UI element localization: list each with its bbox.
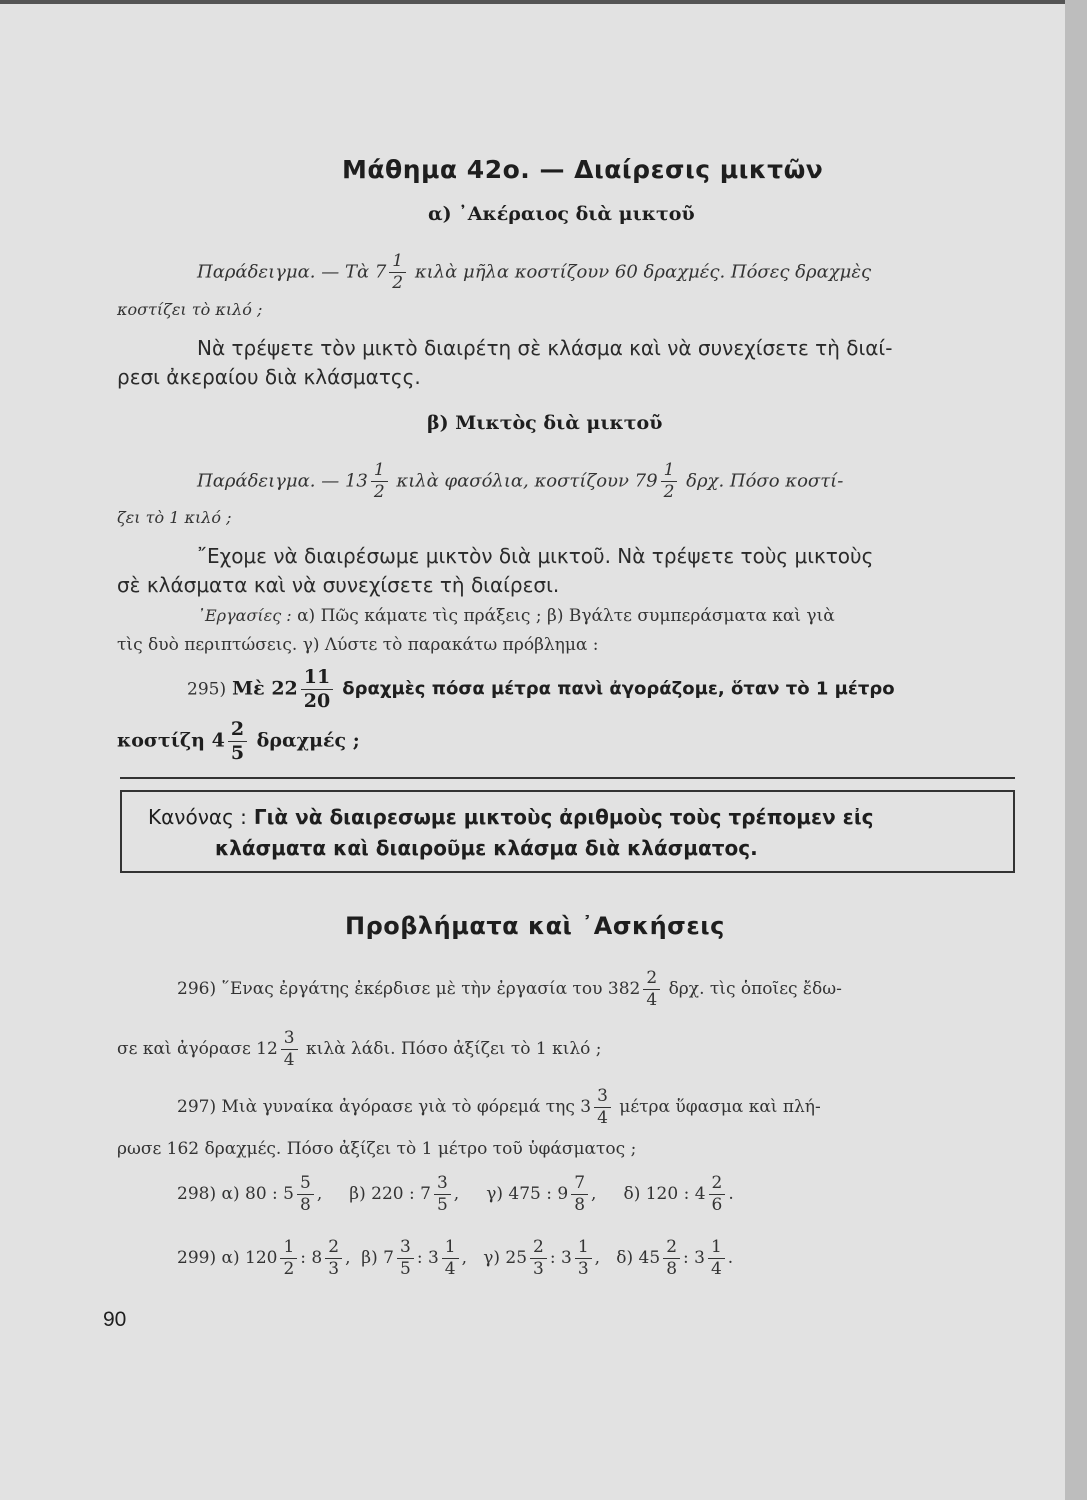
rule-box bbox=[120, 790, 1015, 873]
tasks-text: α) Πῶς κάματε τὶς πράξεις ; β) Βγάλτε συμπεράσματα καὶ γιὰ bbox=[297, 606, 835, 626]
problem-number: 298) bbox=[177, 1184, 217, 1204]
fraction: $\frac{7}{8}$ bbox=[571, 1175, 588, 1214]
section-a-heading: α) ᾿Ακέραιος διὰ μικτοῦ bbox=[428, 203, 695, 225]
problem-text: ῞Ενας ἐργάτης ἐκέρδισε μὲ τὴν ἐργασία του 382 bbox=[221, 979, 641, 999]
tasks-line-cont: τὶς δυὸ περιπτώσεις. γ) Λύστε τὸ παρακάτω πρόβλημα : bbox=[117, 635, 599, 655]
exercise-a: α) 80 : 5 bbox=[221, 1184, 294, 1204]
exercise-b: β) 7 bbox=[361, 1248, 394, 1268]
problem-number: 299) bbox=[177, 1248, 217, 1268]
fraction: $\frac{1}{2}$ bbox=[389, 253, 406, 292]
problem-296 bbox=[177, 970, 842, 1009]
example-label: Παράδειγμα. — bbox=[197, 261, 340, 283]
problem-text: κιλὰ λάδι. Πόσο ἀξίζει τὸ 1 κιλό ; bbox=[306, 1039, 602, 1059]
example-text: κιλὰ μῆλα κοστίζουν 60 δραχμές. Πόσες δραχμὲς bbox=[414, 261, 872, 283]
section-a-instruction: Νὰ τρέψετε τὸν μικτὸ διαιρέτη σὲ κλάσμα καὶ νὰ συνεχίσετε τὴ διαί- bbox=[197, 336, 893, 360]
mixed-whole: 13 bbox=[344, 470, 368, 492]
rule-line-2: κλάσματα καὶ διαιροῦμε κλάσμα διὰ κλάσματος. bbox=[215, 836, 758, 860]
problem-number: 297) bbox=[177, 1097, 217, 1117]
section-b-example-line2: ζει τὸ 1 κιλό ; bbox=[117, 508, 232, 527]
problems-heading: Προβλήματα καὶ ᾿Ασκήσεις bbox=[345, 912, 725, 940]
fraction: $\frac{1}{3}$ bbox=[575, 1239, 592, 1278]
fraction: $\frac{1}{2}$ bbox=[371, 462, 388, 501]
divider-line bbox=[120, 777, 1015, 779]
problem-text: δραχμὲς πόσα μέτρα πανὶ ἀγοράζομε, ὅταν τὸ 1 μέτρο bbox=[342, 678, 895, 700]
section-b-heading: β) Μικτὸς διὰ μικτοῦ bbox=[427, 412, 663, 434]
problem-text: δρχ. τὶς ὁποῖες ἔδω- bbox=[668, 979, 842, 999]
problem-number: 295) bbox=[187, 679, 227, 700]
problem-297 bbox=[177, 1088, 821, 1127]
problem-text: σε καὶ ἀγόρασε 12 bbox=[117, 1039, 278, 1059]
example-label: Παράδειγμα. — bbox=[197, 470, 340, 492]
problem-text: δραχμές ; bbox=[256, 729, 360, 752]
problem-number: 296) bbox=[177, 979, 217, 999]
problem-text: Μιὰ γυναίκα ἀγόρασε γιὰ τὸ φόρεμά της 3 bbox=[221, 1097, 592, 1117]
exercise-a: α) 120 bbox=[221, 1248, 278, 1268]
lesson-title: Μάθημα 42ο. — Διαίρεσις μικτῶν bbox=[342, 155, 824, 184]
section-a-instruction-cont: ρεσι ἀκεραίου διὰ κλάσματςς. bbox=[117, 365, 421, 389]
section-a-example bbox=[197, 253, 871, 292]
fraction: $\frac{11}{20}$ bbox=[301, 668, 333, 711]
fraction: $\frac{1}{2}$ bbox=[661, 462, 678, 501]
fraction: $\frac{3}{4}$ bbox=[281, 1030, 298, 1069]
section-b-example bbox=[197, 462, 843, 501]
exercise-c: γ) 475 : 9 bbox=[486, 1184, 569, 1204]
fraction: $\frac{3}{5}$ bbox=[434, 1175, 451, 1214]
section-a-example-line2: κοστίζει τὸ κιλό ; bbox=[117, 300, 263, 319]
problem-295 bbox=[187, 668, 895, 711]
fraction: $\frac{2}{8}$ bbox=[663, 1239, 680, 1278]
fraction: $\frac{1}{2}$ bbox=[280, 1239, 297, 1278]
fraction: $\frac{2}{4}$ bbox=[643, 970, 660, 1009]
example-text: δρχ. Πόσο κοστί- bbox=[686, 470, 844, 492]
problem-295-cont bbox=[117, 720, 360, 763]
example-text: κιλὰ φασόλια, κοστίζουν bbox=[396, 470, 629, 492]
tasks-label: ᾿Εργασίες : bbox=[197, 606, 292, 625]
fraction: $\frac{3}{5}$ bbox=[397, 1239, 414, 1278]
problem-297-cont: ρωσε 162 δραχμές. Πόσο ἀξίζει τὸ 1 μέτρο τοῦ ὑφάσματος ; bbox=[117, 1139, 637, 1159]
section-b-instruction: ῎Εχομε νὰ διαιρέσωμε μικτὸν διὰ μικτοῦ. Νὰ τρέψετε τοὺς μικτοὺς bbox=[197, 544, 874, 568]
mixed-whole: 79 bbox=[634, 470, 658, 492]
rule-line-1 bbox=[148, 805, 873, 829]
fraction: $\frac{2}{3}$ bbox=[530, 1239, 547, 1278]
fraction: $\frac{2}{3}$ bbox=[325, 1239, 342, 1278]
fraction: $\frac{1}{4}$ bbox=[442, 1239, 459, 1278]
fraction: $\frac{1}{4}$ bbox=[708, 1239, 725, 1278]
fraction: $\frac{3}{4}$ bbox=[594, 1088, 611, 1127]
page-binding-edge bbox=[1065, 0, 1087, 1500]
fraction: $\frac{2}{6}$ bbox=[709, 1175, 726, 1214]
problem-text: Μὲ 22 bbox=[232, 677, 298, 700]
example-text: Τὰ 7 bbox=[344, 261, 387, 283]
fraction: $\frac{5}{8}$ bbox=[297, 1175, 314, 1214]
problem-298: 298) α) 80 : 5 $\frac{5}{8}$ , β) 220 : 7 $\frac{3}{5}$ , γ) 475 : 9 $\frac{7}{8}$ , δ) 120 : 4 $\frac{2}{6}$ . bbox=[177, 1173, 734, 1215]
fraction: $\frac{2}{5}$ bbox=[228, 720, 247, 763]
exercise-d: δ) 120 : 4 bbox=[623, 1184, 706, 1204]
problem-text: μέτρα ὕφασμα καὶ πλή- bbox=[619, 1097, 821, 1117]
exercise-c: γ) 25 bbox=[483, 1248, 528, 1268]
section-b-instruction-cont: σὲ κλάσματα καὶ νὰ συνεχίσετε τὴ διαίρεσι. bbox=[117, 573, 560, 597]
problem-299: 299) α) 120 $\frac{1}{2}$ : 8 $\frac{2}{3}$ , β) 7 $\frac{3}{5}$ : 3 $\frac{1}{4}$ , γ) 25 $\frac{2}{3}$ : 3 $\frac{1}{3}$ , δ) 45 $\frac{2}{8}$ : 3 $\frac{1}{4}$ . bbox=[177, 1237, 734, 1279]
rule-text: Γιὰ νὰ διαιρεσωμε μικτοὺς ἀριθμοὺς τοὺς τρέπομεν εἰς bbox=[253, 805, 874, 829]
tasks-line bbox=[197, 606, 835, 626]
exercise-b: β) 220 : 7 bbox=[349, 1184, 431, 1204]
problem-text: κοστίζη 4 bbox=[117, 729, 225, 752]
exercise-d: δ) 45 bbox=[616, 1248, 661, 1268]
problem-296-cont bbox=[117, 1030, 602, 1069]
rule-label: Κανόνας : bbox=[148, 805, 247, 829]
page-number: 90 bbox=[103, 1308, 127, 1331]
top-edge bbox=[0, 0, 1087, 4]
